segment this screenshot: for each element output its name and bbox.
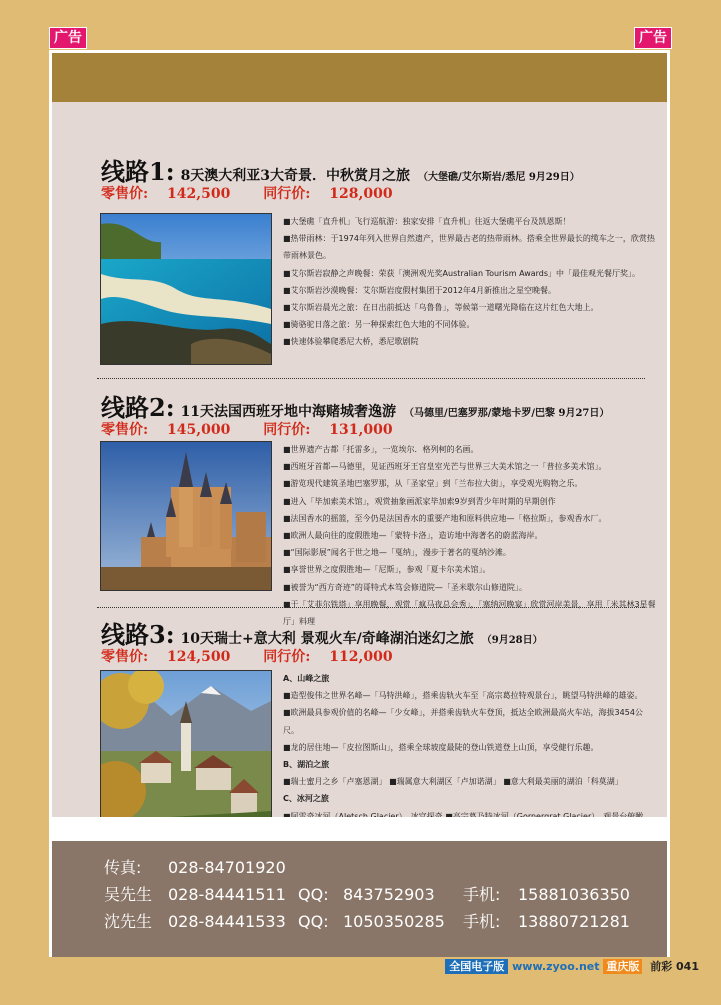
fax-label: 传真: [104,858,142,877]
route-1-title [101,152,580,187]
list-item: ■快速体验攀爬悉尼大桥，悉尼歌剧院 [283,337,419,347]
route-3-price [101,646,421,666]
list-item: ■享誉世界之度假胜地—「尼斯」，参观「夏卡尔美术馆」。 [283,565,491,575]
list-item: ■艾尔斯岩晨光之旅：在日出前抵达「乌鲁鲁」，等候第一道曙光降临在这片红色大地上。 [283,303,599,313]
peer-price: 112,000 [329,649,393,665]
list-item: ■骑骆驼日落之旅：另一种探索红色大地的不同体验。 [283,320,475,330]
route-cities: （9月28日） [481,635,543,646]
list-item: ■法国香水的摇篮，至今仍是法国香水的重要产地和原料供应地—「格拉斯」，参观香水厂。 [283,513,607,523]
castle-photo [100,441,272,591]
list-item: ■于「艾菲尔铁塔」享用晚餐，观赏「疯马夜总会秀」，「塞纳河晚宴」欣赏河岸美景，享用「米其林3星餐厅」料理 [283,599,656,627]
peer-label: 同行价: [263,649,311,665]
page-number: 前彩 041 [650,960,699,973]
routes-content [52,102,667,817]
list-item: ■进入「毕加索美术馆」，观赏抽象画派家毕加索9岁到青少年时期的早期创作 [283,496,556,506]
list-item: ■龙的居住地—「皮拉图斯山」，搭乘全球坡度最陡的登山铁道登上山顶，享受健行乐趣。 [283,742,599,752]
list-item: ■艾尔斯岩寂静之声晚餐：荣获「澳洲观光奖Australian Tourism Awards」中「最佳观光餐厅奖」。 [283,268,641,278]
spacer [52,817,667,841]
divider [97,607,645,608]
route-2-title [101,388,609,423]
list-item: ■瑞士蜜月之乡「卢塞恩湖」 ■瑞属意大利湖区「卢加诺湖」 ■意大利最美丽的湖泊「科莫湖」 [283,777,623,787]
divider [97,378,645,379]
qq-number: 1050350285 [343,912,445,931]
mobile-label: 手机: [463,885,501,904]
route-number: 2: [149,393,175,422]
list-item: ■被誉为“西方奇迹”的哥特式本笃会修道院—「圣米歇尔山修道院」。 [283,582,527,592]
coastline-photo [100,213,272,365]
ad-label-left: 广告 [49,27,87,49]
contact-row [104,882,630,905]
retail-label: 零售价: [101,649,149,665]
route-number: 1: [149,157,175,186]
route-name: 8天澳大利亚3大奇景．中秋赏月之旅 [180,168,411,184]
route-label: 线路 [101,157,149,186]
route-number: 3: [149,620,175,649]
list-item: ■艾尔斯岩沙漠晚餐：艾尔斯岩度假村集团于2012年4月新推出之星空晚餐。 [283,285,557,295]
brand-label: 全国电子版 [445,959,508,974]
route-label: 线路 [101,620,149,649]
retail-price: 145,000 [167,422,231,438]
route-3-title [101,615,543,650]
retail-price: 124,500 [167,649,231,665]
retail-label: 零售价: [101,422,149,438]
list-item: ■造型俊伟之世界名峰—「马特洪峰」，搭乘齿轨火车至「高宗葛拉特观景台」，眺望马特洪峰的雄姿。 [283,691,643,701]
route-name: 10天瑞士+意大利 景观火车/奇峰湖泊迷幻之旅 [180,631,474,647]
contact-name: 沈先生 [104,912,153,931]
route-cities: （马德里/巴塞罗那/蒙地卡罗/巴黎 9月27日） [404,408,610,419]
section-heading: B、湖泊之旅 [283,760,330,770]
section-heading: C、冰河之旅 [283,794,329,804]
contact-name: 吴先生 [104,885,153,904]
route-1-price [101,183,421,203]
route-1-highlights [283,213,658,351]
section-heading: A、山峰之旅 [283,674,330,683]
list-item: ■热带雨林：于1974年列入世界自然遗产，世界最古老的热带雨林。搭乘全世界最长的缆车之一，欣赏热带雨林景色。 [283,234,655,261]
fax-row [104,855,286,878]
qq-label: QQ: [298,885,329,904]
list-item: ■游览现代建筑圣地巴塞罗那，从「圣家堂」到「兰布拉大街」，享受观光购物之乐。 [283,479,583,489]
peer-label: 同行价: [263,422,311,438]
qq-number: 843752903 [343,885,435,904]
mobile-number: 13880721281 [518,912,630,931]
peer-label: 同行价: [263,186,311,202]
retail-price: 142,500 [167,186,231,202]
edition-badge: 重庆版 [603,959,642,974]
phone-number: 028-84441533 [168,912,286,931]
list-item: ■西班牙首都—马德里，见证西班牙王宫皇室光芒与世界三大美术馆之一「普拉多美术馆」。 [283,462,607,472]
list-item: ■大堡礁「直升机」飞行巡航游：独家安排「直升机」往返大堡礁平台及凯恩斯！ [283,217,571,226]
mobile-label: 手机: [463,912,501,931]
ad-label-right: 广告 [634,27,672,49]
qq-label: QQ: [298,912,329,931]
list-item: ■欧洲人最向往的度假胜地—「蒙特卡洛」，造访地中海著名的蔚蓝海岸。 [283,531,543,541]
contact-box [52,841,667,957]
footer [445,958,699,976]
list-item: ■世界遗产古都「托雷多」，一览埃尔．格列柯的名画。 [283,445,479,454]
list-item: ■“国际影展”闻名于世之地—「戛纳」，漫步于著名的戛纳沙滩。 [283,548,511,558]
fax-number: 028-84701920 [168,858,286,877]
ad-panel [49,50,670,957]
route-2-price [101,419,421,439]
mobile-number: 15881036350 [518,885,630,904]
route-2-highlights [283,441,658,630]
contact-row [104,909,630,932]
retail-label: 零售价: [101,186,149,202]
website-link[interactable]: www.zyoo.net [512,960,600,973]
list-item: ■欧洲最具参观价值的名峰—「少女峰」，并搭乘齿轨火车登顶，抵达全欧洲最高火车站，海拔3454公尺。 [283,708,643,735]
peer-price: 128,000 [329,186,393,202]
route-label: 线路 [101,393,149,422]
peer-price: 131,000 [329,422,393,438]
route-name: 11天法国西班牙地中海赌城奢逸游 [180,404,397,420]
phone-number: 028-84441511 [168,885,286,904]
route-cities: （大堡礁/艾尔斯岩/悉尼 9月29日） [418,172,580,183]
header-band [52,53,667,102]
